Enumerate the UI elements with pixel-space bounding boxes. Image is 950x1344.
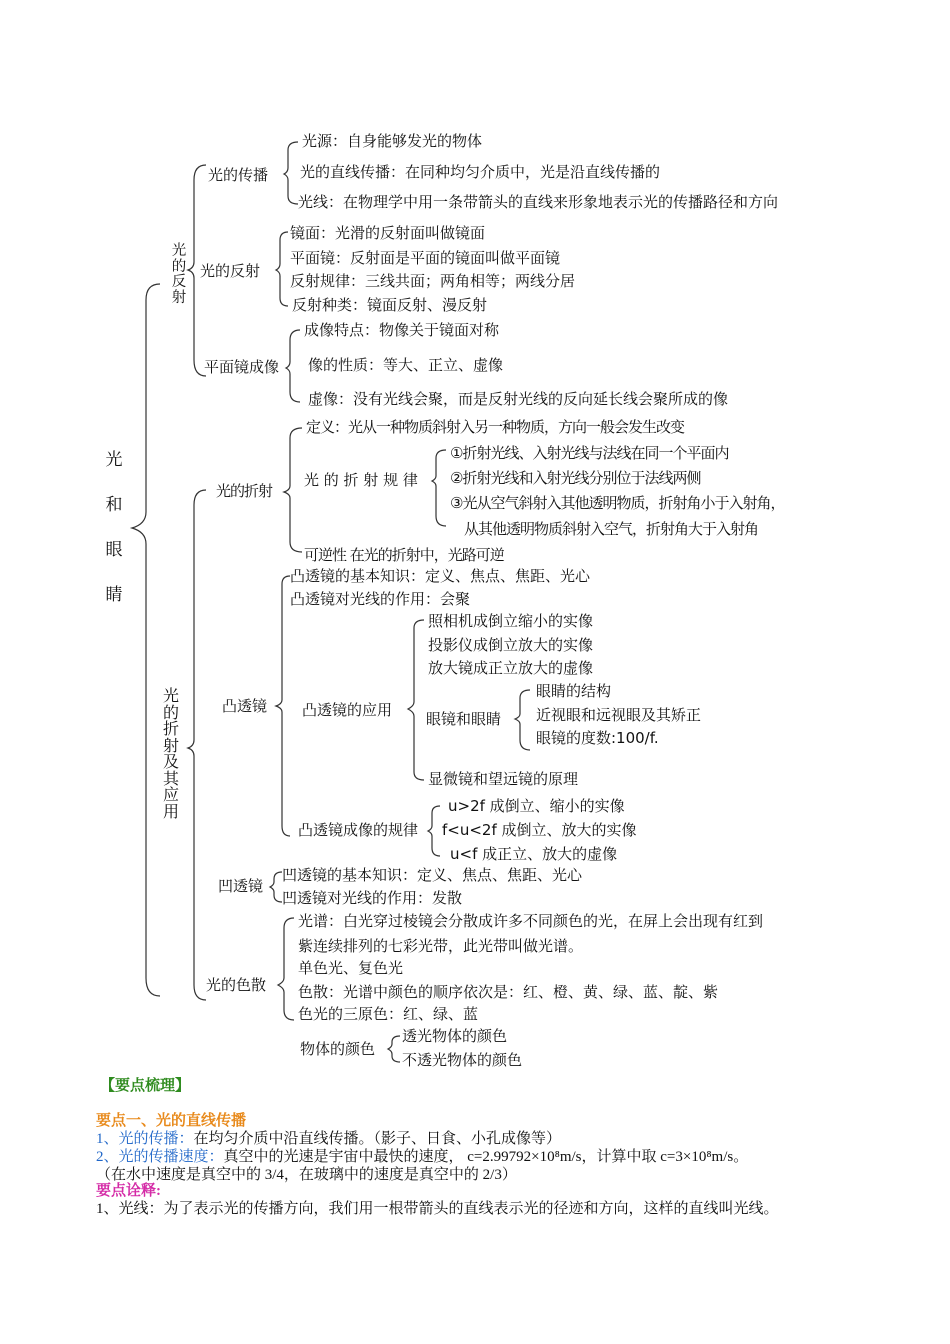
- refraction-reversible: 可逆性 在光的折射中，光路可逆: [304, 546, 504, 564]
- convex-basics: 凸透镜的基本知识：定义、焦点、焦距、光心: [290, 567, 591, 585]
- rule-brace: [428, 806, 440, 856]
- root-label-3: 眼: [105, 540, 123, 560]
- point1-note: （在水中速度是真空中的 3/4，在玻璃中的速度是真空中的 2/3）: [96, 1167, 517, 1183]
- dispersion-spectrum: 光谱：白光穿过棱镜会分散成许多不同颜色的光，在屏上会出现有红到: [298, 912, 764, 930]
- convex-brace: [276, 576, 290, 836]
- refraction-law-item: ①折射光线、入射光线与法线在同一个平面内: [450, 444, 729, 462]
- explain-title: 要点诠释:: [96, 1183, 161, 1199]
- reflection-label: 光的反射: [200, 262, 261, 280]
- microscope-item: 显微镜和望远镜的原理: [428, 770, 579, 788]
- plane-mirror-brace: [286, 330, 300, 402]
- eye-brace: [515, 690, 530, 750]
- concave-item: 凹透镜的基本知识：定义、焦点、焦距、光心: [282, 866, 583, 884]
- rule-label: 凸透镜成像的规律: [298, 821, 419, 839]
- dispersion-order: 色散：光谱中颜色的顺序依次是：红、橙、黄、绿、蓝、靛、紫: [298, 983, 719, 1001]
- p1-text: 在均匀介质中沿直线传播。（影子、日食、小孔成像等）: [193, 1131, 562, 1147]
- explain-line-1: 1、光线：为了表示光的传播方向，我们用一根带箭头的直线表示光的径迹和方向，这样的直线叫光线。: [96, 1201, 779, 1217]
- object-color-item: 透光物体的颜色: [402, 1027, 508, 1045]
- convex-application-item: 放大镜成正立放大的虚像: [428, 659, 594, 677]
- refraction-law-label: 光 的 折 射 规 律: [304, 471, 418, 489]
- propagation-label: 光的传播: [208, 166, 269, 184]
- reflection-item: 镜面：光滑的反射面叫做镜面: [290, 224, 486, 242]
- p1-label: 1、光的传播：: [96, 1131, 194, 1147]
- reflection-item: 平面镜：反射面是平面的镜面叫做平面镜: [290, 249, 561, 267]
- application-brace: [408, 620, 424, 780]
- rule-item: u>2f 成倒立、缩小的实像: [448, 797, 625, 815]
- refraction-branch-label: 光 的 折 射 及 其 应 用: [162, 686, 179, 821]
- object-color-brace: [388, 1036, 400, 1062]
- reflection-items-brace: [276, 232, 288, 306]
- concave-brace: [270, 872, 282, 902]
- refraction-law-item: ③光从空气斜射入其他透明物质，折射角小于入射角，: [450, 494, 785, 512]
- refraction-label: 光的折射: [216, 482, 273, 500]
- refraction-app-brace: [188, 490, 206, 1000]
- object-color-item: 不透光物体的颜色: [402, 1051, 523, 1069]
- reflection-item: 反射种类：镜面反射、漫反射: [292, 296, 488, 314]
- p2-text: 真空中的光速是宇宙中最快的速度， c=2.99792×10⁸m/s，计算中取 c=3×10⁸m/s。: [223, 1149, 749, 1165]
- convex-label: 凸透镜: [222, 697, 268, 715]
- refraction-law-brace: [432, 450, 446, 526]
- eye-item: 眼睛的结构: [536, 682, 612, 700]
- section-heading: 【要点梳理】: [100, 1078, 191, 1094]
- concave-label: 凹透镜: [218, 877, 264, 895]
- plane-mirror-item: 成像特点：物像关于镜面对称: [304, 321, 500, 339]
- plane-mirror-item: 像的性质：等大、正立、虚像: [308, 356, 504, 374]
- plane-mirror-label: 平面镜成像: [204, 358, 280, 376]
- eye-label: 眼镜和眼睛: [426, 710, 502, 728]
- refraction-law-item: ②折射光线和入射光线分别位于法线两侧: [450, 469, 701, 487]
- point1-line-1: [96, 1129, 561, 1149]
- propagation-brace: [284, 142, 298, 204]
- convex-application-item: 照相机成倒立缩小的实像: [428, 612, 594, 630]
- p2-label: 2、光的传播速度：: [96, 1149, 224, 1165]
- rule-item: u<f 成正立、放大的虚像: [450, 845, 618, 863]
- reflection-item: 反射规律：三线共面；两角相等；两线分居: [290, 272, 576, 290]
- point1-title: 要点一、光的直线传播: [96, 1113, 247, 1129]
- eye-item: 近视眼和远视眼及其矫正: [536, 706, 702, 724]
- root-label-2: 和: [105, 495, 123, 515]
- root-label-1: 光: [105, 450, 123, 470]
- propagation-item: 光源：自身能够发光的物体: [302, 132, 483, 150]
- concave-item: 凹透镜对光线的作用：发散: [282, 889, 463, 907]
- object-color-label: 物体的颜色: [300, 1040, 376, 1058]
- convex-application-item: 投影仪成倒立放大的实像: [428, 636, 594, 654]
- root-brace: [132, 284, 160, 996]
- plane-mirror-item: 虚像：没有光线会聚，而是反射光线的反向延长线会聚所成的像: [308, 390, 729, 408]
- eye-item: 眼镜的度数:100/f.: [536, 729, 659, 747]
- dispersion-mono: 单色光、复色光: [298, 959, 404, 977]
- point1-line-2: [96, 1147, 748, 1167]
- refraction-definition: 定义：光从一种物质斜射入另一种物质，方向一般会发生改变: [306, 418, 685, 436]
- propagation-item: 光的直线传播：在同种均匀介质中，光是沿直线传播的: [300, 163, 661, 181]
- dispersion-spectrum: 紫连续排列的七彩光带，此光带叫做光谱。: [298, 937, 584, 955]
- rule-item: f<u<2f 成倒立、放大的实像: [442, 821, 637, 839]
- reflection-branch-label: 光 的 反 射: [171, 243, 187, 306]
- convex-application-label: 凸透镜的应用: [302, 701, 393, 719]
- dispersion-label: 光的色散: [206, 976, 267, 994]
- dispersion-brace: [278, 918, 294, 1020]
- dispersion-primary: 色光的三原色：红、绿、蓝: [298, 1005, 479, 1023]
- refraction-law-item: 从其他透明物质斜射入空气，折射角大于入射角: [464, 520, 759, 538]
- refraction-brace: [284, 428, 302, 552]
- propagation-item: 光线：在物理学中用一条带箭头的直线来形象地表示光的传播路径和方向: [298, 193, 779, 211]
- root-label-4: 睛: [105, 585, 123, 605]
- convex-effect: 凸透镜对光线的作用：会聚: [290, 590, 471, 608]
